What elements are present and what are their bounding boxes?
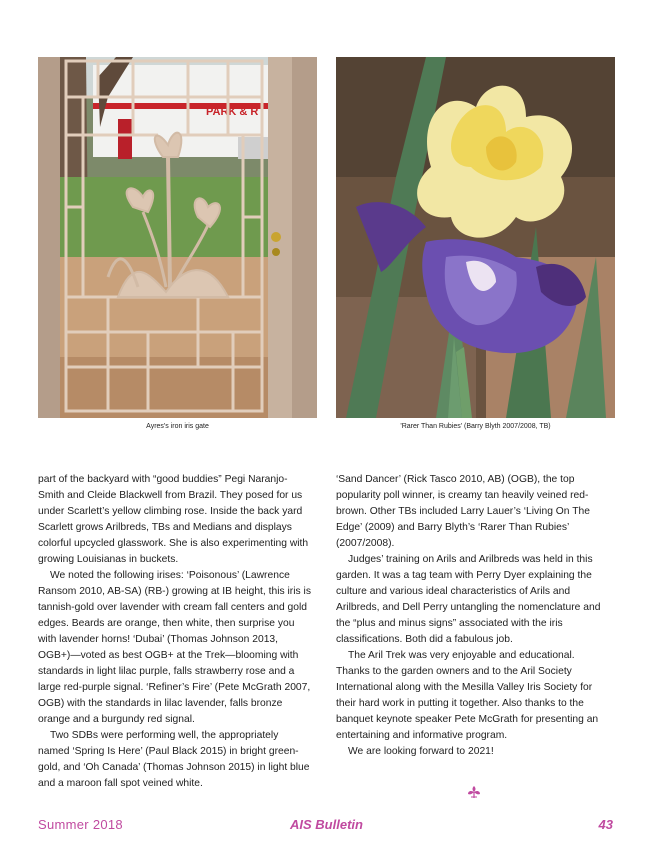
- article-paragraph: We noted the following irises: ‘Poisonous’ (Lawrence Ransom 2010, AB-SA) (RB-) growing at IB height, this iris is tannish-gold over lavender with cream fall centers and gold edges. Beards are orange, then white, then surprise you with lavender horns! ‘Dubai’ (Thomas Johnson 2013, OGB+)—voted as best OGB+ at the Trek—blooming with standards in light lilac purple, falls strawberry rose and a large red-purple signal. ‘Refiner’s Fire’ (Pete McGrath 2007, OGB) with the standards in lilac lavender, falls bronze orange and a burgundy red signal.: [38, 570, 311, 725]
- article-paragraph: The Aril Trek was very enjoyable and educational. Thanks to the garden owners and to the Aril Society International along with the Mesilla Valley Iris Society for their hard work in putting it together. Also thanks to the banquet keynote speaker Pete McGrath for presenting an entertaining and informative program.: [336, 650, 599, 741]
- footer-page-number: 43: [598, 817, 613, 832]
- article-left-column: [38, 472, 312, 792]
- iris-photo: [336, 57, 615, 418]
- article-paragraph: Two SDBs were performing well, the appropriately named ‘Spring Is Here’ (Paul Black 2015) in bright green-gold, and ‘Oh Canada’ (Thomas Johnson 2015) in light blue and a maroon fall spot veined white.: [38, 730, 310, 789]
- iron-gate-illustration: [38, 57, 317, 418]
- footer-publication-title: AIS Bulletin: [290, 817, 363, 832]
- iron-gate-photo: [38, 57, 317, 418]
- article-paragraph: part of the backyard with “good buddies” Pegi Naranjo-Smith and Cleide Blackwell from Brazil. They posed for us under Scarlett’s yellow climbing rose. Inside the back yard Scarlett grows Arilbreds, TBs and Medians and displays colorful upcycled glasswork. She is also experimenting with growing Louisianas in buckets.: [38, 474, 309, 565]
- article-paragraph: ‘Sand Dancer’ (Rick Tasco 2010, AB) (OGB), the top popularity poll winner, is creamy tan heavily veined red-brown. Other TBs included Larry Lauer’s ‘Living On The Edge’ (2009) and Barry Blyth’s ‘Rarer Than Rubies’ (2007/2008).: [336, 474, 590, 549]
- article-paragraph: We are looking forward to 2021!: [348, 746, 494, 757]
- article-paragraph: Judges’ training on Arils and Arilbreds was held in this garden. It was a tag team with Perry Dyer explaining the culture and various ideal characteristics of Arils and Arilbreds, and Dell Perry untangling the nomenclature and the “plus and minus signs” associated with the iris classifications. Both did a fabulous job.: [336, 554, 601, 645]
- gate-photo-caption: Ayres's iron iris gate: [146, 423, 209, 430]
- iris-flower-icon: [466, 785, 482, 799]
- iris-illustration: [336, 57, 615, 418]
- truck-lettering: PARK & R: [206, 106, 259, 118]
- iris-photo-caption: 'Rarer Than Rubies' (Barry Blyth 2007/2008, TB): [400, 423, 551, 430]
- footer-issue-season: Summer 2018: [38, 817, 123, 832]
- article-right-column: [336, 472, 610, 760]
